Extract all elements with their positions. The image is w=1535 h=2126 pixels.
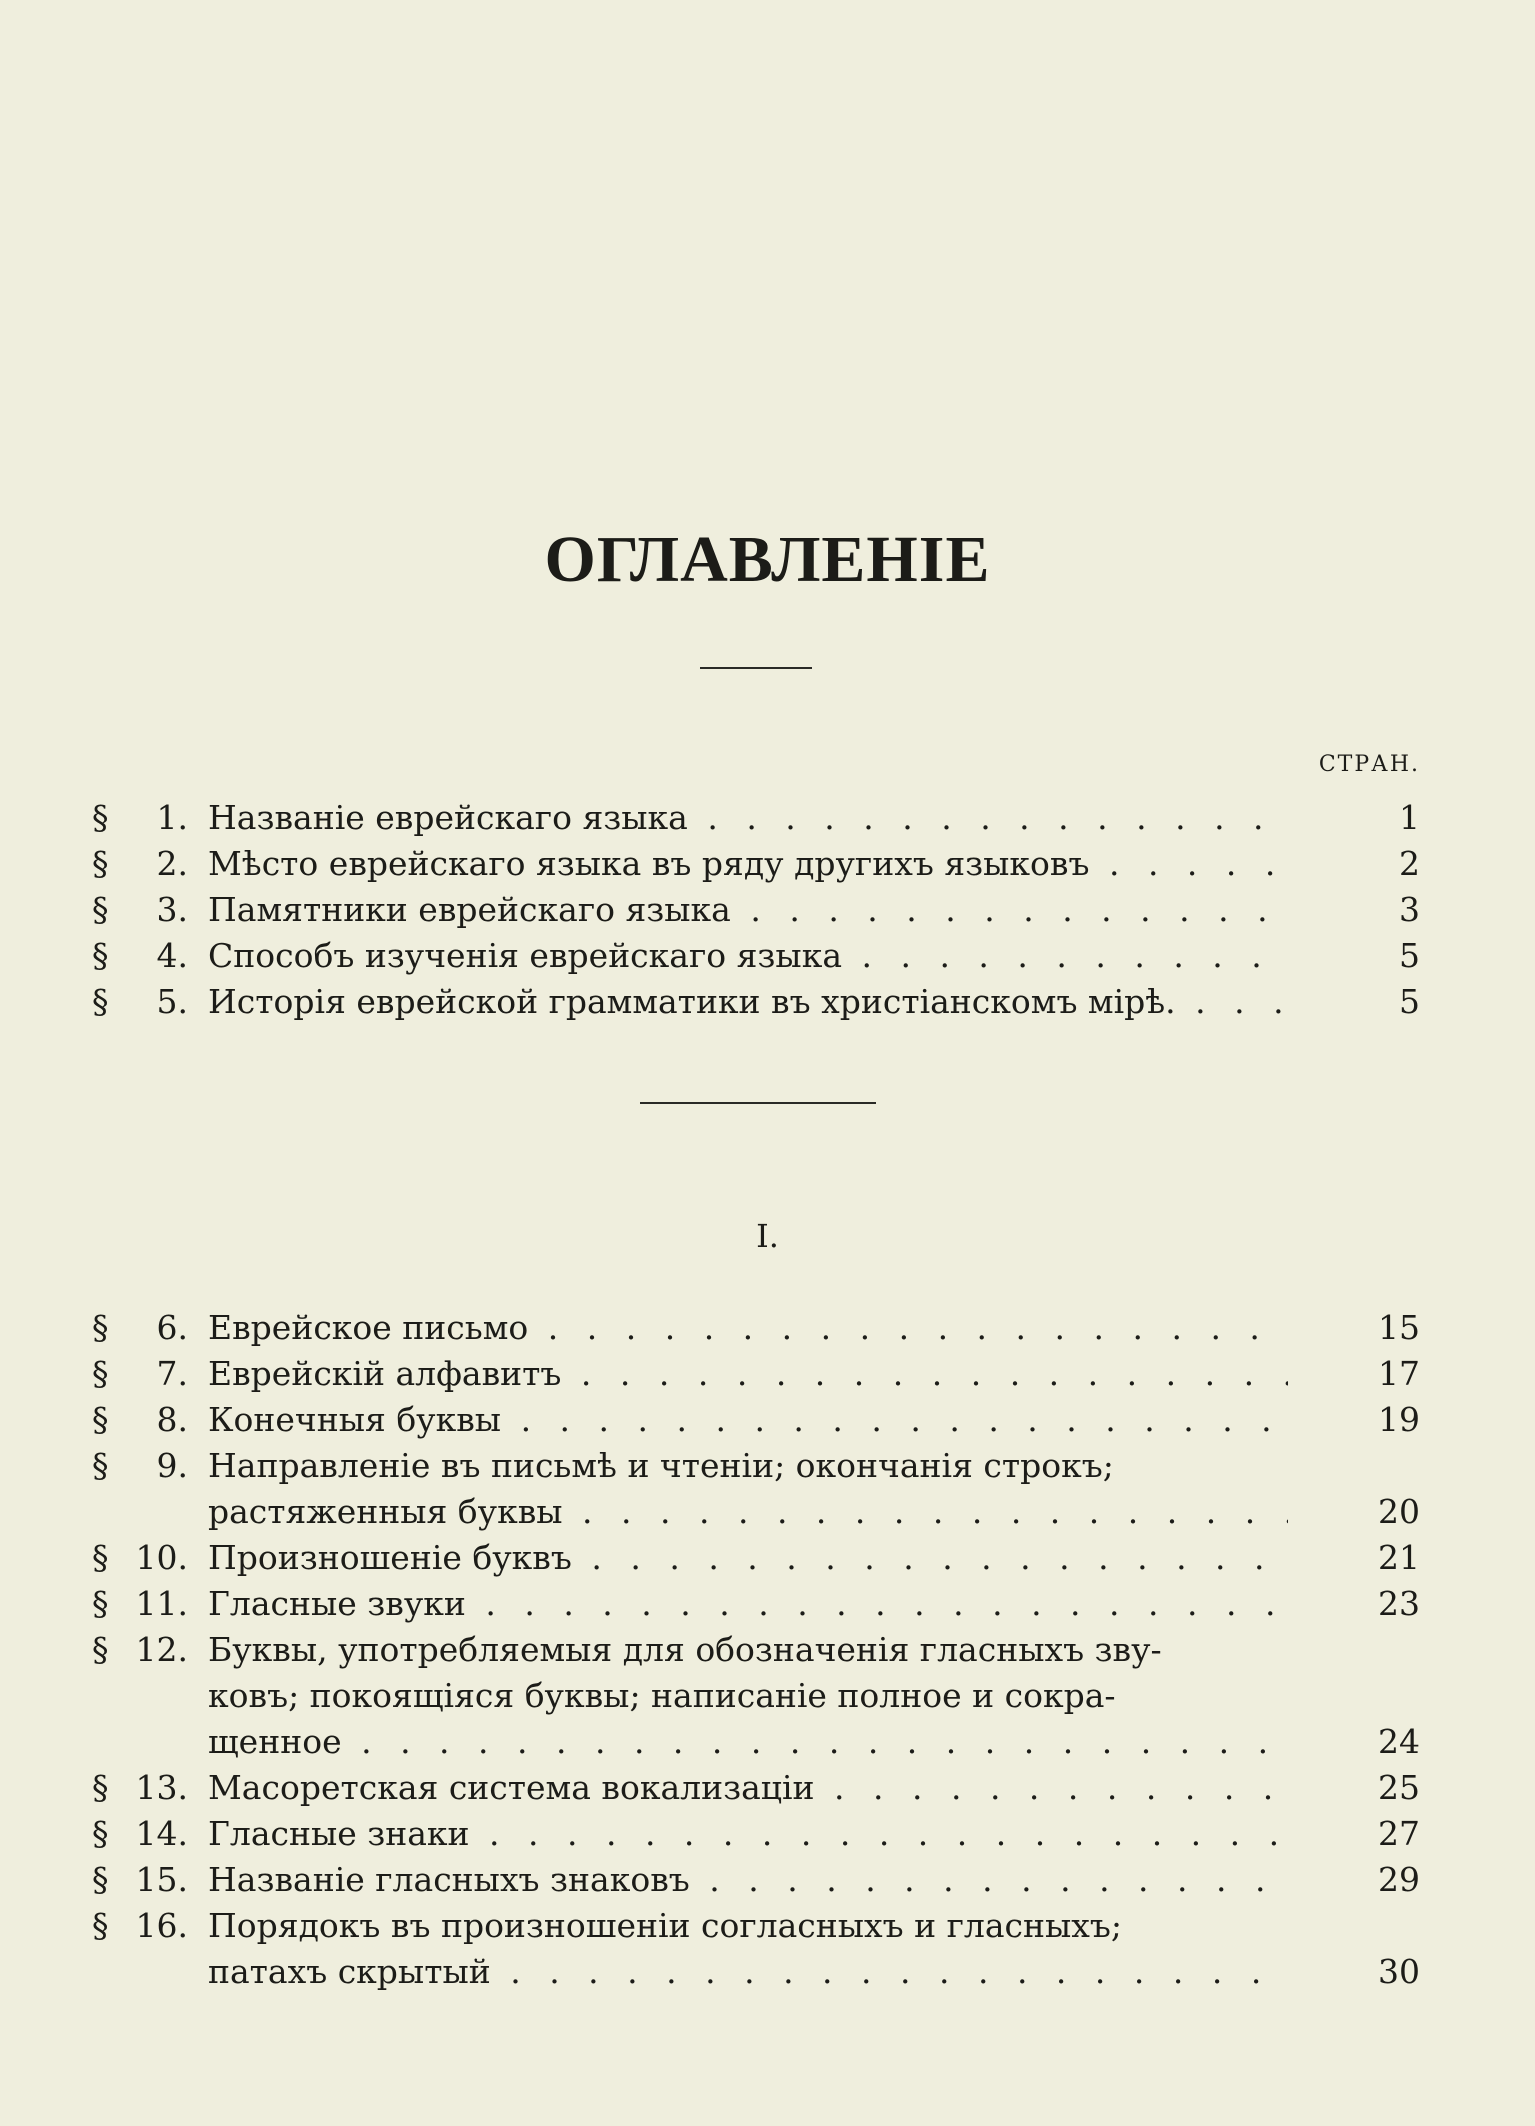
section-symbol: §: [92, 890, 109, 929]
entry-title: Еврейское письмо . . .: [208, 1305, 1288, 1351]
entry-page: 27: [1378, 1814, 1420, 1853]
entry-title: Исторія еврейской грамматики въ христіанскомъ мірѣ. . . .: [208, 979, 1288, 1025]
entry-number: 15.: [135, 1860, 188, 1899]
page-column-header: СТРАН.: [1318, 752, 1420, 777]
entry-number: 9.: [156, 1446, 188, 1485]
toc-entry: [0, 1581, 1535, 1627]
entry-number: 3.: [156, 890, 188, 929]
entry-number: 7.: [156, 1354, 188, 1393]
section-symbol: §: [92, 1354, 109, 1393]
section-symbol: §: [92, 1446, 109, 1485]
toc-entry: [0, 1811, 1535, 1857]
section-symbol: §: [92, 1584, 109, 1623]
entry-page: 23: [1378, 1584, 1420, 1623]
toc-entry: [0, 841, 1535, 887]
entry-page: 17: [1378, 1354, 1420, 1393]
entry-page: 24: [1378, 1722, 1420, 1761]
section-symbol: §: [92, 1538, 109, 1577]
section-symbol: §: [92, 1400, 109, 1439]
entry-page: 15: [1378, 1308, 1420, 1347]
section-symbol: §: [92, 1906, 109, 1945]
section-symbol: §: [92, 982, 109, 1021]
toc-entry: [0, 933, 1535, 979]
entry-title: Мѣсто еврейскаго языка въ ряду другихъ языковъ . . .: [208, 841, 1288, 887]
entry-title: Порядокъ въ произношеніи согласныхъ и гласныхъ;: [208, 1906, 1123, 1945]
entry-title: ковъ; покоящіяся буквы; написаніе полное и сокра-: [208, 1676, 1116, 1715]
entry-page: 25: [1378, 1768, 1420, 1807]
entry-page: 1: [1399, 798, 1420, 837]
toc-entry: [0, 1903, 1535, 1949]
entry-number: 2.: [156, 844, 188, 883]
entry-title: Произношеніе буквъ . . .: [208, 1535, 1288, 1581]
entry-number: 11.: [135, 1584, 188, 1623]
entry-title: Конечныя буквы . . .: [208, 1397, 1288, 1443]
entry-number: 8.: [156, 1400, 188, 1439]
toc-entry: [0, 1305, 1535, 1351]
entry-page: 19: [1378, 1400, 1420, 1439]
toc-entry: [0, 1443, 1535, 1489]
entry-number: 1.: [156, 798, 188, 837]
entry-title: Буквы, употребляемыя для обозначенія гласныхъ зву-: [208, 1630, 1162, 1669]
title-divider: [700, 667, 812, 669]
section-symbol: §: [92, 1630, 109, 1669]
entry-number: 13.: [135, 1768, 188, 1807]
intro-toc: [0, 795, 1535, 1025]
entry-page: 5: [1399, 936, 1420, 975]
entry-page: 29: [1378, 1860, 1420, 1899]
entry-title: Направленіе въ письмѣ и чтеніи; окончанія строкъ;: [208, 1446, 1114, 1485]
entry-title: Еврейскій алфавитъ . . .: [208, 1351, 1288, 1397]
entry-page: 5: [1399, 982, 1420, 1021]
entry-title: Названіе гласныхъ знаковъ . . .: [208, 1857, 1288, 1903]
toc-entry-continuation: [0, 1489, 1535, 1535]
toc-entry: [0, 1397, 1535, 1443]
toc-entry-continuation: [0, 1949, 1535, 1995]
page-title: ОГЛАВЛЕНІЕ: [544, 523, 991, 596]
entry-title: Способъ изученія еврейскаго языка . . .: [208, 933, 1288, 979]
toc-entry: [0, 1765, 1535, 1811]
toc-entry-continuation: [0, 1673, 1535, 1719]
entry-number: 6.: [156, 1308, 188, 1347]
toc-entry: [0, 1857, 1535, 1903]
section-symbol: §: [92, 798, 109, 837]
entry-title: Гласные знаки . . .: [208, 1811, 1288, 1857]
toc-entry: [0, 979, 1535, 1025]
entry-number: 14.: [135, 1814, 188, 1853]
section-symbol: §: [92, 844, 109, 883]
toc-entry: [0, 1351, 1535, 1397]
section-divider: [640, 1102, 876, 1104]
section-symbol: §: [92, 1860, 109, 1899]
entry-page: 30: [1378, 1952, 1420, 1991]
entry-number: 4.: [156, 936, 188, 975]
entry-page: 3: [1399, 890, 1420, 929]
entry-number: 10.: [135, 1538, 188, 1577]
entry-number: 16.: [135, 1906, 188, 1945]
toc-entry-continuation: [0, 1719, 1535, 1765]
entry-number: 5.: [156, 982, 188, 1021]
section-symbol: §: [92, 1768, 109, 1807]
section-label: I.: [756, 1217, 779, 1255]
section-symbol: §: [92, 936, 109, 975]
entry-number: 12.: [135, 1630, 188, 1669]
entry-title: Масоретская система вокализаціи . . .: [208, 1765, 1288, 1811]
toc-entry: [0, 1627, 1535, 1673]
toc-entry: [0, 795, 1535, 841]
section-symbol: §: [92, 1814, 109, 1853]
toc-entry: [0, 887, 1535, 933]
entry-page: 2: [1399, 844, 1420, 883]
entry-title: Названіе еврейскаго языка . . .: [208, 795, 1288, 841]
toc-entry: [0, 1535, 1535, 1581]
entry-title: патахъ скрытый . . .: [208, 1949, 1288, 1995]
entry-page: 21: [1378, 1538, 1420, 1577]
entry-title: щенное . . .: [208, 1719, 1288, 1765]
entry-page: 20: [1378, 1492, 1420, 1531]
entry-title: растяженныя буквы . . .: [208, 1489, 1288, 1535]
main-toc: [0, 1305, 1535, 1995]
section-symbol: §: [92, 1308, 109, 1347]
entry-title: Памятники еврейскаго языка . . .: [208, 887, 1288, 933]
entry-title: Гласные звуки . . .: [208, 1581, 1288, 1627]
